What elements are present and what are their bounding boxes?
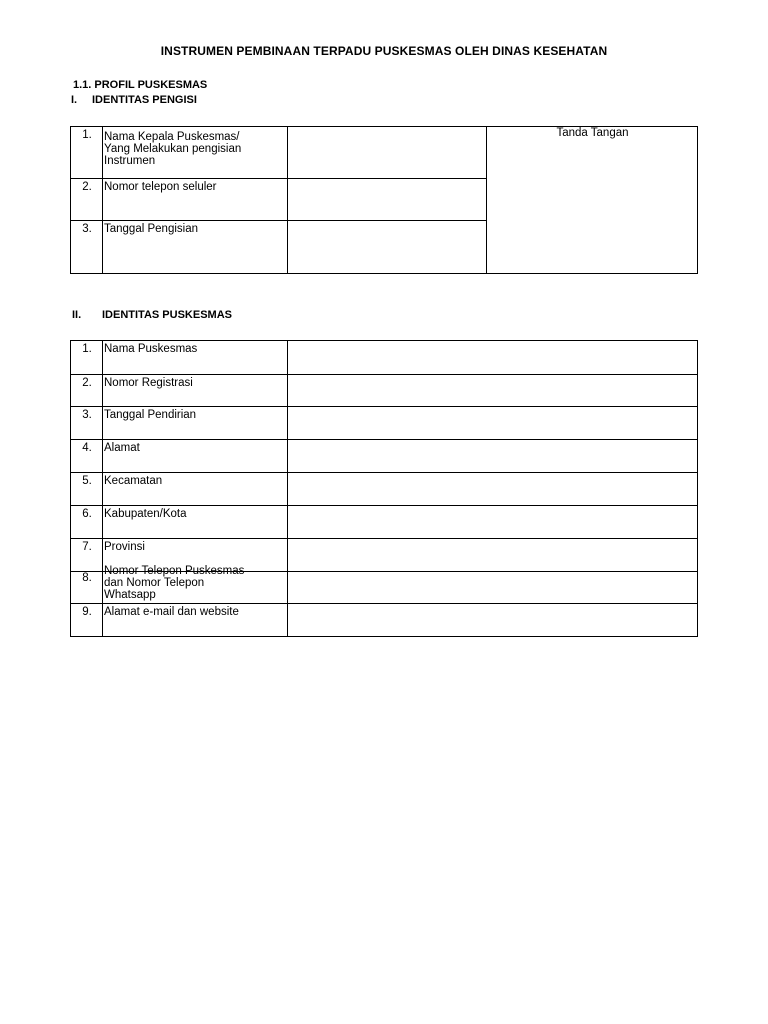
row-label: Kabupaten/Kota <box>103 506 288 539</box>
table-row <box>71 127 698 179</box>
row-number: 8. <box>71 572 103 604</box>
row-label <box>103 565 288 604</box>
table-row <box>71 440 698 473</box>
row-label: Nama Puskesmas <box>103 341 288 375</box>
row-value-field[interactable] <box>288 440 698 473</box>
row-number: 6. <box>71 506 103 539</box>
identitas-puskesmas-table <box>70 340 698 637</box>
signature-cell[interactable] <box>487 127 698 274</box>
row-number: 3. <box>71 407 103 440</box>
label-line: Nomor Telepon Puskesmas <box>104 565 245 577</box>
section-two-label: IDENTITAS PUSKESMAS <box>102 309 232 321</box>
row-value-field[interactable] <box>288 375 698 407</box>
row-label: Tanggal Pengisian <box>103 221 288 274</box>
section-profile-heading: 1.1. PROFIL PUSKESMAS <box>73 79 208 91</box>
label-line: Nama Kepala Puskesmas/ <box>104 131 240 143</box>
identitas-pengisi-table <box>70 126 698 274</box>
table-row <box>71 604 698 637</box>
row-label <box>103 127 288 179</box>
row-value-field[interactable] <box>288 473 698 506</box>
section-one-label: IDENTITAS PENGISI <box>92 94 197 106</box>
label-line: dan Nomor Telepon <box>104 577 205 589</box>
section-two-number: II. <box>72 309 82 321</box>
phone-value-field[interactable] <box>288 179 487 221</box>
table-row <box>71 572 698 604</box>
table-row <box>71 407 698 440</box>
row-label: Alamat <box>103 440 288 473</box>
row-number: 1. <box>71 341 103 375</box>
row-label: Tanggal Pendirian <box>103 407 288 440</box>
label-line: Whatsapp <box>104 589 156 601</box>
row-label: Nomor Registrasi <box>103 375 288 407</box>
row-label: Provinsi <box>103 539 288 572</box>
row-label: Kecamatan <box>103 473 288 506</box>
document-title: INSTRUMEN PEMBINAAN TERPADU PUSKESMAS OLEH DINAS KESEHATAN <box>160 44 608 58</box>
name-value-field[interactable] <box>288 127 487 179</box>
row-value-field[interactable] <box>288 341 698 375</box>
row-number: 4. <box>71 440 103 473</box>
table-row <box>71 341 698 375</box>
signature-header: Tanda Tangan <box>556 127 629 139</box>
label-line: Instrumen <box>104 155 156 167</box>
section-two-heading <box>72 309 232 321</box>
row-value-field[interactable] <box>288 539 698 572</box>
row-value-field[interactable] <box>288 604 698 637</box>
row-label: Alamat e-mail dan website <box>103 604 288 637</box>
table-row <box>71 473 698 506</box>
table-row <box>71 375 698 407</box>
row-number: 2. <box>71 179 103 221</box>
row-value-field[interactable] <box>288 506 698 539</box>
row-number: 7. <box>71 539 103 572</box>
row-label: Nomor telepon seluler <box>103 179 288 221</box>
row-number: 9. <box>71 604 103 637</box>
row-value-field[interactable] <box>288 572 698 604</box>
row-number: 3. <box>71 221 103 274</box>
section-one-heading <box>71 94 197 106</box>
label-line: Yang Melakukan pengisian <box>104 143 242 155</box>
row-number: 1. <box>71 127 103 179</box>
row-value-field[interactable] <box>288 407 698 440</box>
table-row <box>71 506 698 539</box>
row-number: 5. <box>71 473 103 506</box>
section-one-number: I. <box>71 94 78 106</box>
row-number: 2. <box>71 375 103 407</box>
date-value-field[interactable] <box>288 221 487 274</box>
